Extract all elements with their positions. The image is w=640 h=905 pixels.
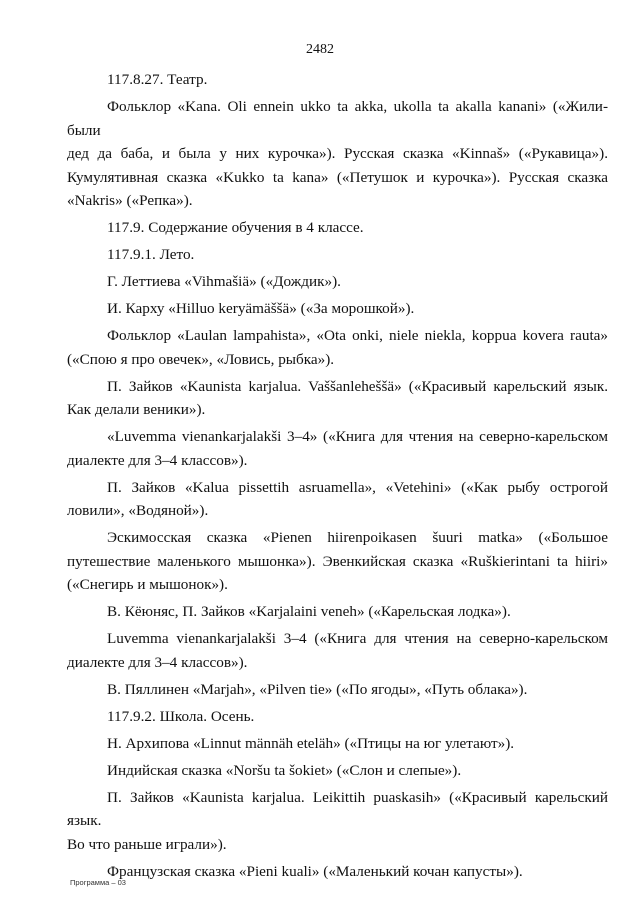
paragraph	[67, 216, 608, 240]
paragraph	[67, 95, 608, 213]
text-line: 117.9.2. Школа. Осень.	[107, 707, 255, 725]
text-line: дед да баба, и была у них курочка»). Русская сказка «Kinnaš» («Рукавица»).	[67, 145, 608, 162]
text-line: путешествие маленького мышонка»). Эвенкийская сказка «Ruškierintani ta hiiri»	[67, 552, 608, 570]
text-line: «Luvemma vienankarjalakši 3–4» («Книга для чтения на северно-карельском	[107, 428, 608, 445]
text-line: П. Зайков «Kalua pissettih asruamella», «Vetehini» («Как рыбу острогой	[107, 478, 608, 496]
text-line: Фольклор «Kana. Oli ennein ukko ta akka, ukolla ta akalla kanani» («Жили-были	[67, 98, 608, 139]
paragraph	[67, 759, 608, 783]
text-line: («Снегирь и мышонок»).	[67, 576, 228, 593]
text-line: «Nakris» («Репка»).	[67, 192, 193, 209]
text-line: 117.9. Содержание обучения в 4 классе.	[107, 219, 364, 236]
paragraph	[67, 732, 608, 756]
text-line: Luvemma vienankarjalakši 3–4 («Книга для чтения на северно-карельском	[107, 630, 608, 647]
text-line: диалекте для 3–4 классов»).	[67, 451, 248, 469]
paragraph	[67, 627, 608, 674]
paragraph	[67, 705, 608, 729]
paragraph	[67, 68, 608, 92]
paragraph	[67, 786, 608, 857]
text-line: диалекте для 3–4 классов»).	[67, 653, 248, 671]
text-line: Фольклор «Laulan lampahista», «Ota onki, niele niekla, koppua kovera rauta»	[107, 327, 608, 344]
text-line: ловили», «Водяной»).	[67, 502, 209, 519]
paragraph	[67, 297, 608, 321]
paragraph	[67, 860, 608, 884]
paragraph	[67, 476, 608, 523]
paragraph	[67, 375, 608, 422]
text-line: Г. Леттиева «Vihmašiä» («Дождик»).	[107, 273, 341, 290]
document-body	[67, 68, 608, 887]
text-line: Как делали веники»).	[67, 401, 206, 418]
text-line: П. Зайков «Kaunista karjalua. Leikittih puaskasih» («Красивый карельский язык.	[67, 788, 608, 829]
paragraph	[67, 600, 608, 624]
text-line: 117.8.27. Театр.	[107, 71, 208, 88]
paragraph	[67, 243, 608, 267]
text-line: П. Зайков «Kaunista karjalua. Vaššanleheššä» («Красивый карельский язык.	[107, 377, 608, 395]
text-line: Эскимосская сказка «Pienen hiirenpoikasen šuuri matka» («Большое	[107, 529, 608, 546]
text-line: Французская сказка «Pieni kuali» («Маленький кочан капусты»).	[107, 862, 523, 880]
text-line: Н. Архипова «Linnut männäh eteläh» («Птицы на юг улетают»).	[107, 734, 515, 752]
paragraph	[67, 324, 608, 371]
text-line: 117.9.1. Лето.	[107, 246, 195, 263]
paragraph	[67, 270, 608, 294]
paragraph	[67, 526, 608, 597]
text-line: («Спою я про овечек», «Ловись, рыбка»).	[67, 350, 335, 368]
text-line: В. Пяллинен «Marjah», «Pilven tie» («По ягоды», «Путь облака»).	[107, 680, 528, 698]
footer-label: Программа – 03	[70, 878, 126, 887]
text-line: И. Карху «Hilluo keryämäššä» («За морошкой»).	[107, 300, 415, 317]
text-line: Во что раньше играли»).	[67, 835, 227, 853]
text-line: В. Кёюняс, П. Зайков «Karjalaini veneh» («Карельская лодка»).	[107, 603, 511, 620]
paragraph	[67, 425, 608, 472]
page-number: 2482	[306, 42, 334, 57]
text-line: Индийская сказка «Noršu ta šokiet» («Слон и слепые»).	[107, 761, 462, 779]
text-line: Кумулятивная сказка «Kukko ta kana» («Петушок и курочка»). Русская сказка	[67, 168, 608, 186]
paragraph	[67, 678, 608, 702]
